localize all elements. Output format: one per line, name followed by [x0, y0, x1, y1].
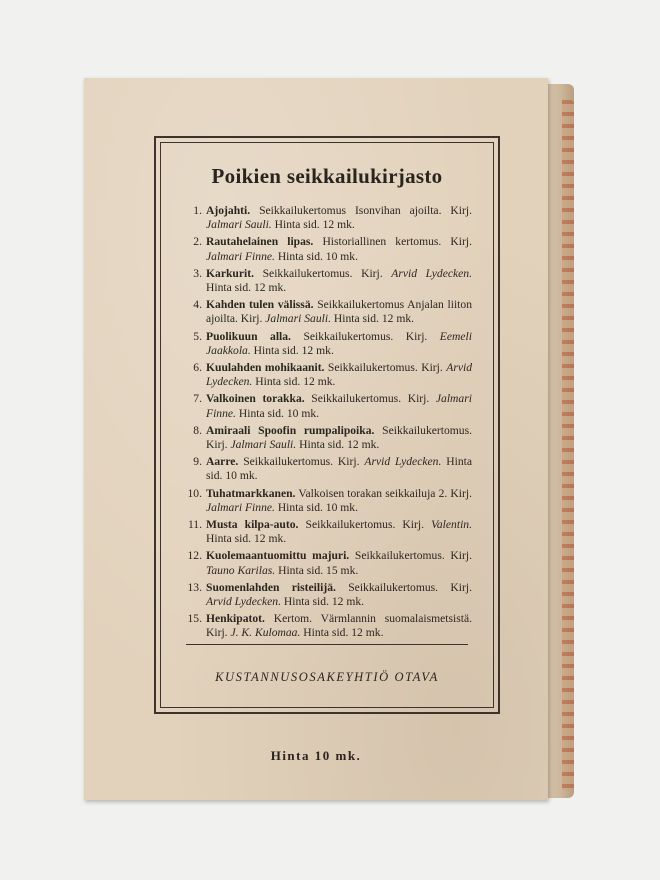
- spine-pattern: [562, 100, 574, 790]
- book-author: Arvid Lydecken.: [206, 361, 472, 389]
- book-author: Arvid Lydecken.: [206, 595, 281, 609]
- book-number: 3.: [193, 266, 202, 280]
- book-text: [206, 267, 472, 295]
- book-author: Arvid Lydecken.: [391, 266, 472, 280]
- book-price: Hinta sid. 12 mk.: [283, 595, 365, 609]
- book-number: 11.: [187, 518, 202, 532]
- book-author: Eemeli Jaakkola.: [206, 329, 472, 357]
- book-price: Hinta sid. 12 mk.: [255, 375, 336, 389]
- book-text: [206, 330, 472, 358]
- book-entry: [176, 518, 472, 546]
- book-entry: [176, 424, 472, 452]
- book-text: [206, 612, 472, 640]
- book-title: Tuhatmarkkanen.: [206, 486, 296, 500]
- publisher-name: KUSTANNUSOSAKEYHTIÖ OTAVA: [215, 670, 439, 684]
- book-price: Hinta sid. 10 mk.: [238, 406, 320, 420]
- book-text: [206, 392, 472, 420]
- book-description: Seikkailukertomus. Kirj.: [262, 266, 383, 280]
- book-text: [206, 581, 472, 609]
- book-price: Hinta sid. 12 mk.: [274, 218, 355, 232]
- book-entry: [176, 204, 472, 232]
- book-title: Kuulahden mohikaanit.: [206, 361, 325, 375]
- book-title: Aarre.: [206, 455, 239, 469]
- book-number: 2.: [193, 235, 202, 249]
- book-number: 10.: [187, 486, 202, 500]
- book-description: Seikkailukertomus Isonvihan ajoilta. Kirj.: [259, 204, 472, 217]
- book-description: Seikkailukertomus. Kirj.: [311, 392, 430, 406]
- book-author: Arvid Lydecken.: [364, 455, 442, 469]
- book-price: Hinta sid. 12 mk.: [299, 438, 380, 452]
- book-text: [206, 361, 472, 389]
- book-title: Musta kilpa-auto.: [206, 518, 299, 532]
- book-number: 8.: [193, 423, 202, 437]
- book-entry: [176, 235, 472, 263]
- book-author: Jalmari Finne.: [206, 249, 275, 263]
- book-text: [206, 549, 472, 577]
- book-entry: [176, 581, 472, 609]
- book-author: Tauno Karilas.: [206, 563, 276, 577]
- book-description: Seikkailukertomus. Kirj.: [243, 455, 360, 469]
- book-title: Henkipatot.: [206, 612, 265, 626]
- book-description: Historiallinen kertomus. Kirj.: [322, 235, 472, 249]
- book-title: Suomenlahden risteilijä.: [206, 580, 336, 594]
- book-title: Rautahelainen lipas.: [206, 235, 314, 249]
- book-price: Hinta sid. 10 mk.: [277, 249, 359, 263]
- book-text: [206, 518, 472, 546]
- book-title: Kahden tulen välissä.: [206, 298, 314, 312]
- book-number: 12.: [187, 549, 202, 563]
- book-price: Hinta sid. 15 mk.: [278, 563, 359, 577]
- book-description: Seikkailukertomus. Kirj.: [354, 549, 472, 563]
- book-entry: [176, 612, 472, 640]
- book-number: 7.: [193, 392, 202, 406]
- book-price: Hinta sid. 12 mk.: [333, 312, 415, 326]
- book-price: Hinta sid. 12 mk.: [253, 343, 334, 357]
- book-author: Jalmari Sauli.: [206, 218, 272, 232]
- book-entry: [176, 267, 472, 295]
- cover-price: Hinta 10 mk.: [270, 748, 362, 763]
- book-entry: [176, 330, 472, 358]
- book-text: [206, 424, 472, 452]
- book-text: [206, 455, 472, 483]
- book-description: Seikkailukertomus. Kirj.: [303, 329, 428, 343]
- book-text: [206, 235, 472, 263]
- book-number: 15.: [187, 612, 202, 626]
- book-author: Jalmari Finne.: [206, 500, 275, 514]
- book-price: Hinta sid. 12 mk.: [206, 281, 287, 295]
- book-title: Valkoinen torakka.: [206, 392, 305, 406]
- book-description: Seikkailukertomus. Kirj.: [327, 361, 443, 375]
- book-number: 9.: [193, 455, 202, 469]
- book-text: [206, 487, 472, 515]
- book-author: Jalmari Sauli.: [230, 438, 297, 452]
- book-author: Jalmari Finne.: [206, 392, 472, 420]
- book-entry: [176, 298, 472, 326]
- book-number: 4.: [193, 298, 202, 312]
- book-list: [176, 204, 472, 644]
- book-title: Ajojahti.: [206, 204, 251, 217]
- book-description: Seikkailukertomus. Kirj.: [206, 423, 472, 452]
- book-description: Seikkailukertomus. Kirj.: [348, 580, 472, 594]
- book-number: 6.: [193, 361, 202, 375]
- book-entry: [176, 455, 472, 483]
- book-price: Hinta sid. 12 mk.: [303, 626, 384, 640]
- book-number: 13.: [187, 580, 202, 594]
- book-price: Hinta sid. 10 mk.: [206, 455, 472, 483]
- book-number: 1.: [193, 204, 202, 217]
- book-author: Jalmari Sauli.: [265, 312, 331, 326]
- book-entry: [176, 487, 472, 515]
- book-entry: [176, 549, 472, 577]
- book-entry: [176, 361, 472, 389]
- book-author: Valentin.: [431, 518, 472, 532]
- book-description: Seikkailukertomus Anjalan liiton ajoilta. Kirj.: [206, 298, 472, 326]
- book-title: Amiraali Spoofin rumpalipoika.: [206, 423, 375, 437]
- book-entry: [176, 392, 472, 420]
- book-description: Kertom. Värmlannin suomalaismetsistä. Kirj.: [206, 612, 472, 640]
- book-text: [206, 298, 472, 326]
- book-title: Kuolemaantuomittu majuri.: [206, 549, 350, 563]
- divider-rule: [186, 644, 468, 645]
- book-number: 5.: [193, 329, 202, 343]
- book-description: Seikkailukertomus. Kirj.: [305, 518, 425, 532]
- book-description: Valkoisen torakan seikkailuja 2. Kirj.: [298, 486, 472, 500]
- series-title: Poikien seikkailukirjasto: [211, 164, 443, 188]
- book-author: J. K. Kulomaa.: [230, 626, 301, 640]
- book-price: Hinta sid. 10 mk.: [277, 500, 359, 514]
- book-title: Karkurit.: [206, 266, 254, 280]
- book-price: Hinta sid. 12 mk.: [206, 532, 287, 546]
- book-text: [206, 204, 472, 232]
- book-title: Puolikuun alla.: [206, 329, 291, 343]
